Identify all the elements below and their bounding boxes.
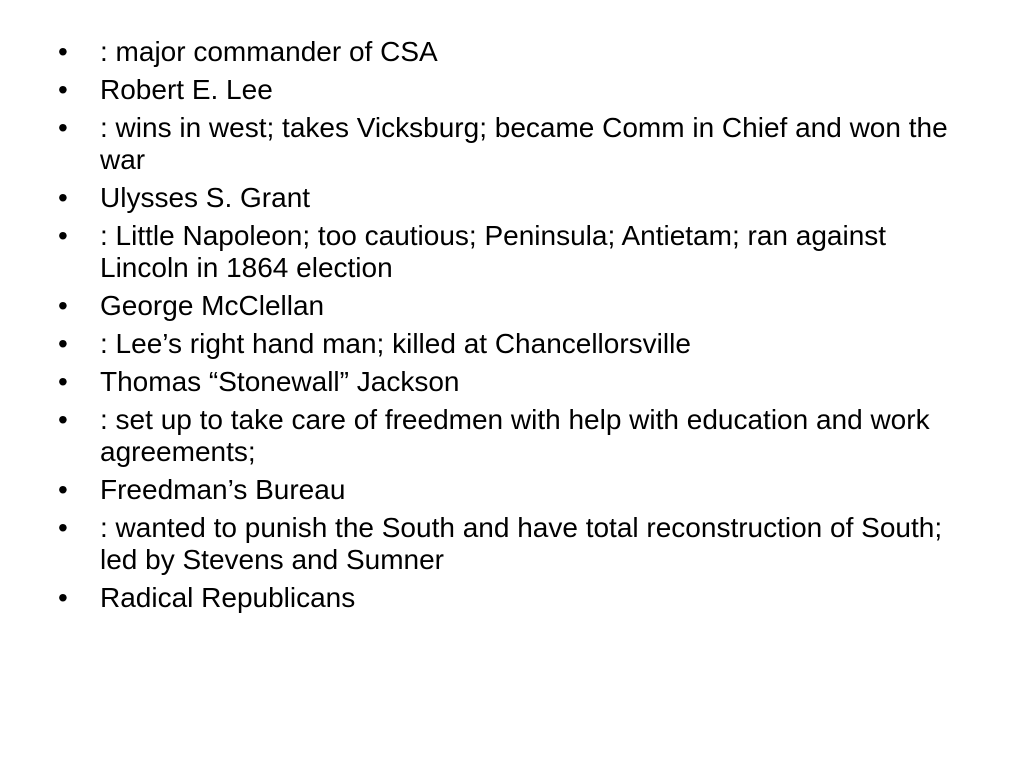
- bullet-icon: •: [58, 112, 68, 143]
- bullet-item: [58, 112, 958, 176]
- bullet-item: [58, 220, 958, 284]
- bullet-icon: •: [58, 74, 68, 105]
- bullet-icon: •: [58, 582, 68, 613]
- bullet-text: : Little Napoleon; too cautious; Peninsula; Antietam; ran against Lincoln in 1864 election: [100, 220, 887, 283]
- bullet-text: Radical Republicans: [100, 582, 356, 613]
- bullet-text: Ulysses S. Grant: [100, 182, 311, 213]
- bullet-icon: •: [58, 220, 68, 251]
- bullet-text: : wanted to punish the South and have total reconstruction of South; led by Stevens and Sumner: [100, 512, 943, 575]
- bullet-text: : Lee’s right hand man; killed at Chancellorsville: [100, 328, 691, 359]
- bullet-item: [58, 36, 958, 68]
- bullet-item: [58, 512, 958, 576]
- bullet-icon: •: [58, 512, 68, 543]
- bullet-text: : wins in west; takes Vicksburg; became Comm in Chief and won the war: [100, 112, 948, 175]
- bullet-item: [58, 404, 958, 468]
- bullet-item: [58, 74, 958, 106]
- bullet-text: Freedman’s Bureau: [100, 474, 346, 505]
- bullet-icon: •: [58, 366, 68, 397]
- bullet-item: [58, 474, 958, 506]
- bullet-item: [58, 366, 958, 398]
- bullet-list: [58, 36, 958, 620]
- bullet-text: : major commander of CSA: [100, 36, 438, 67]
- bullet-item: [58, 328, 958, 360]
- bullet-text: : set up to take care of freedmen with help with education and work agreements;: [100, 404, 930, 467]
- bullet-icon: •: [58, 474, 68, 505]
- bullet-item: [58, 290, 958, 322]
- bullet-icon: •: [58, 290, 68, 321]
- bullet-item: [58, 582, 958, 614]
- bullet-icon: •: [58, 328, 68, 359]
- bullet-icon: •: [58, 36, 68, 67]
- bullet-text: Robert E. Lee: [100, 74, 273, 105]
- bullet-text: Thomas “Stonewall” Jackson: [100, 366, 460, 397]
- bullet-icon: •: [58, 404, 68, 435]
- bullet-text: George McClellan: [100, 290, 325, 321]
- bullet-item: [58, 182, 958, 214]
- bullet-icon: •: [58, 182, 68, 213]
